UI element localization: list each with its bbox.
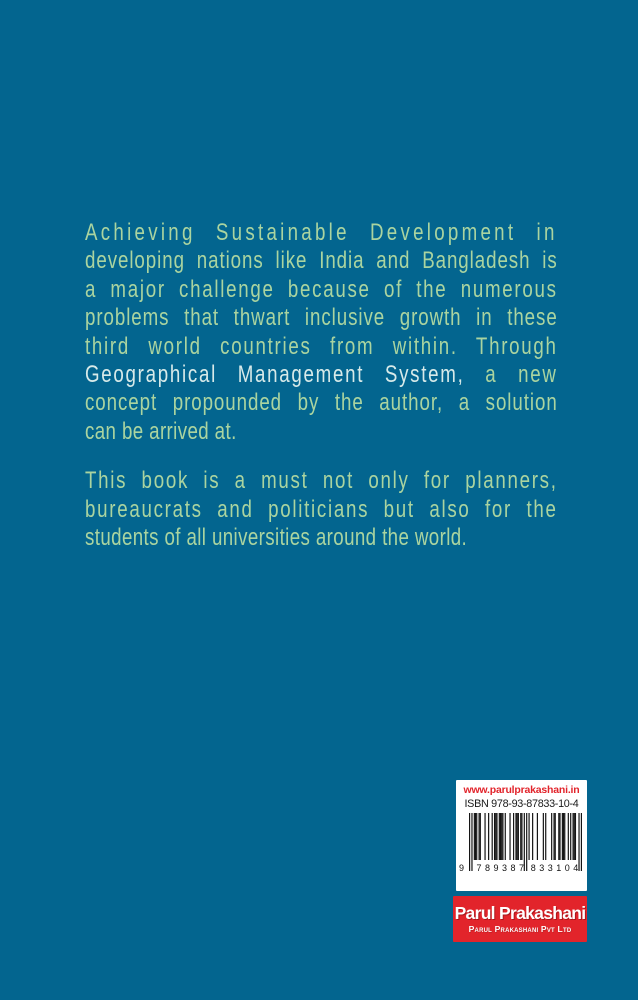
blurb-line: developing nations like India and Bangladesh is: [85, 247, 558, 275]
blurb-line: [85, 361, 558, 389]
barcode-digits-left: 789387: [474, 863, 521, 873]
highlight-geographical-management-system: Geographical Management System,: [85, 361, 465, 389]
blurb-line: bureaucrats and politicians but also for the: [85, 495, 558, 523]
publisher-subtitle: Parul Prakashani Pvt Ltd: [468, 924, 572, 934]
blurb-line: Achieving Sustainable Development in: [85, 219, 558, 246]
blurb-line: a major challenge because of the numerous: [85, 275, 558, 303]
blurb-line: students of all universities around the world.: [85, 524, 468, 552]
publisher-name: Parul Prakashani: [454, 903, 586, 923]
publisher-website: www.parulprakashani.in: [463, 784, 580, 796]
isbn-number: ISBN 978-93-87833-10-4: [464, 798, 579, 810]
barcode-digits: [459, 862, 582, 873]
blurb-line: third world countries from within. Through: [85, 332, 558, 360]
blurb-line-tail: a new: [464, 361, 558, 389]
blurb-line: This book is a must not only for planners,: [85, 467, 558, 495]
blurb-line: can be arrived at.: [85, 417, 237, 445]
blurb-paragraph-2: [85, 467, 558, 552]
barcode-digits-right: 833104: [528, 863, 575, 873]
blurb-line: concept propounded by the author, a solution: [85, 389, 558, 417]
barcode-digit-lead: 9: [459, 863, 465, 873]
blurb: [85, 219, 558, 552]
publisher-logo: [453, 896, 587, 942]
blurb-line: problems that thwart inclusive growth in these: [85, 304, 558, 332]
blurb-paragraph-1: [85, 219, 558, 446]
barcode-panel: [456, 780, 587, 891]
ean-barcode: [459, 813, 582, 873]
